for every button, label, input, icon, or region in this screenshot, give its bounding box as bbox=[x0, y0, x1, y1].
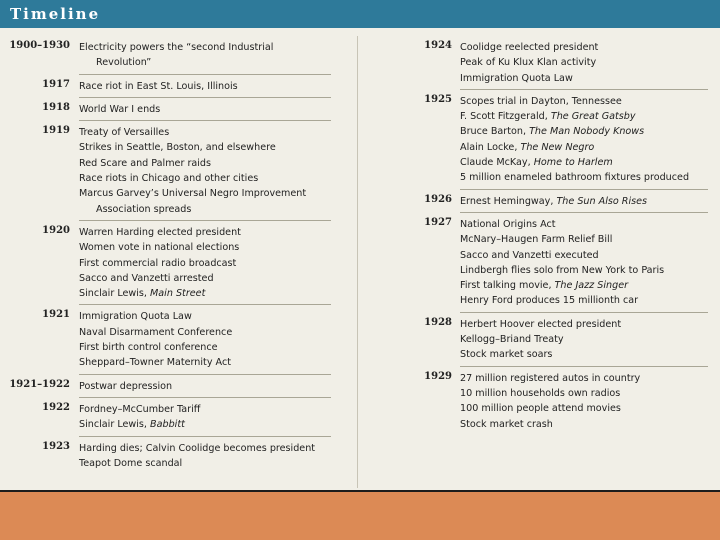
timeline-event bbox=[79, 202, 350, 217]
event-text: 100 million people attend movies bbox=[460, 403, 621, 415]
event-title-italic: Babbitt bbox=[150, 419, 185, 431]
timeline-event bbox=[460, 371, 714, 386]
timeline-events bbox=[460, 40, 714, 86]
event-text: Marcus Garvey’s Universal Negro Improvement bbox=[79, 188, 307, 200]
timeline-entry bbox=[364, 40, 714, 86]
timeline-event bbox=[460, 347, 714, 362]
timeline-event bbox=[460, 94, 714, 109]
event-title-italic: The Great Gatsby bbox=[550, 111, 636, 123]
timeline-year: 1918 bbox=[42, 101, 70, 113]
event-text: Peak of Ku Klux Klan activity bbox=[460, 57, 597, 69]
event-text: McNary–Haugen Farm Relief Bill bbox=[460, 234, 613, 246]
event-text: Harding dies; Calvin Coolidge becomes president bbox=[79, 442, 316, 454]
event-text: 10 million households own radios bbox=[460, 387, 621, 399]
timeline-event bbox=[79, 402, 350, 417]
timeline-event bbox=[79, 355, 350, 370]
timeline-entry bbox=[8, 125, 350, 217]
timeline-event bbox=[79, 102, 350, 117]
timeline-event bbox=[460, 417, 714, 432]
timeline-events bbox=[79, 379, 350, 394]
event-text: Immigration Quota Law bbox=[460, 72, 573, 84]
event-text: Ernest Hemingway, bbox=[460, 195, 557, 207]
entry-divider bbox=[79, 74, 331, 75]
entry-divider bbox=[460, 366, 708, 367]
timeline-events bbox=[79, 441, 350, 472]
timeline-entry bbox=[364, 371, 714, 432]
event-title-italic: The Sun Also Rises bbox=[556, 195, 648, 207]
timeline-events bbox=[79, 125, 350, 217]
event-text: Scopes trial in Dayton, Tennessee bbox=[460, 95, 622, 107]
event-text: Alain Locke, bbox=[460, 141, 521, 153]
timeline-events bbox=[79, 225, 350, 301]
timeline-entry bbox=[8, 79, 350, 94]
timeline-entry bbox=[364, 194, 714, 209]
timeline-events bbox=[79, 102, 350, 117]
event-text: World War I ends bbox=[79, 103, 161, 115]
timeline-entry bbox=[8, 309, 350, 370]
timeline-entry bbox=[8, 102, 350, 117]
timeline-event bbox=[79, 55, 350, 70]
timeline-year: 1920 bbox=[42, 224, 70, 236]
timeline-event bbox=[79, 456, 350, 471]
timeline-event bbox=[460, 140, 714, 155]
timeline-events bbox=[79, 402, 350, 433]
timeline-event bbox=[460, 401, 714, 416]
event-title-italic: The Jazz Singer bbox=[554, 280, 629, 292]
event-text: Fordney–McCumber Tariff bbox=[79, 403, 201, 415]
event-text: Strikes in Seattle, Boston, and elsewhere bbox=[79, 142, 276, 154]
timeline-event bbox=[460, 248, 714, 263]
timeline-year: 1917 bbox=[42, 78, 70, 90]
event-text: Revolution” bbox=[96, 57, 152, 69]
timeline-event bbox=[79, 225, 350, 240]
event-text: Claude McKay, bbox=[460, 157, 534, 169]
event-text: Warren Harding elected president bbox=[79, 226, 241, 238]
timeline-event bbox=[460, 194, 714, 209]
event-text: First birth control conference bbox=[79, 342, 218, 354]
event-title-italic: The New Negro bbox=[520, 141, 595, 153]
timeline-left-column bbox=[8, 40, 350, 471]
event-title-italic: Home to Harlem bbox=[533, 157, 613, 169]
timeline-event bbox=[460, 55, 714, 70]
event-text: Red Scare and Palmer raids bbox=[79, 157, 212, 169]
timeline-year: 1925 bbox=[424, 93, 452, 105]
timeline-event bbox=[460, 124, 714, 139]
timeline-year: 1922 bbox=[42, 401, 70, 413]
event-text: Sacco and Vanzetti executed bbox=[460, 249, 599, 261]
event-text: 27 million registered autos in country bbox=[460, 372, 641, 384]
timeline-event bbox=[79, 286, 350, 301]
entry-divider bbox=[79, 397, 331, 398]
timeline-year: 1926 bbox=[424, 193, 452, 205]
timeline-event bbox=[460, 332, 714, 347]
event-text: Sinclair Lewis, bbox=[79, 288, 151, 300]
timeline-event bbox=[460, 317, 714, 332]
timeline-year: 1923 bbox=[42, 440, 70, 452]
timeline-entry bbox=[364, 94, 714, 186]
entry-divider bbox=[460, 212, 708, 213]
timeline-event bbox=[79, 309, 350, 324]
entry-divider bbox=[460, 89, 708, 90]
timeline-events bbox=[460, 194, 714, 209]
timeline-event bbox=[460, 155, 714, 170]
footer-band bbox=[0, 492, 720, 540]
column-divider bbox=[357, 36, 358, 488]
event-text: Herbert Hoover elected president bbox=[460, 318, 622, 330]
timeline-year: 1929 bbox=[424, 370, 452, 382]
timeline-event bbox=[460, 232, 714, 247]
event-text: Sacco and Vanzetti arrested bbox=[79, 272, 214, 284]
event-text: Henry Ford produces 15 millionth car bbox=[460, 295, 639, 307]
timeline-event bbox=[79, 40, 350, 55]
timeline-event bbox=[79, 186, 350, 201]
timeline-event bbox=[79, 156, 350, 171]
event-text: Race riots in Chicago and other cities bbox=[79, 173, 259, 185]
timeline-entry bbox=[8, 441, 350, 472]
timeline-header bbox=[0, 0, 720, 28]
timeline-year: 1919 bbox=[42, 125, 70, 137]
timeline-year: 1927 bbox=[424, 216, 452, 228]
timeline-event bbox=[79, 271, 350, 286]
timeline-event bbox=[460, 217, 714, 232]
timeline-event bbox=[79, 340, 350, 355]
timeline-events bbox=[79, 79, 350, 94]
entry-divider bbox=[79, 374, 331, 375]
timeline-event bbox=[460, 386, 714, 401]
timeline-events bbox=[460, 371, 714, 432]
timeline-year: 1900–1930 bbox=[9, 40, 70, 51]
entry-divider bbox=[79, 220, 331, 221]
page-title: Timeline bbox=[10, 5, 101, 23]
timeline-event bbox=[460, 278, 714, 293]
timeline-year: 1928 bbox=[424, 316, 452, 328]
event-text: Sheppard–Towner Maternity Act bbox=[79, 357, 231, 369]
event-text: National Origins Act bbox=[460, 218, 556, 230]
timeline-event bbox=[79, 140, 350, 155]
timeline-events bbox=[79, 40, 350, 71]
event-text: 5 million enameled bathroom fixtures produced bbox=[460, 172, 690, 184]
timeline-entry bbox=[364, 217, 714, 309]
timeline-event bbox=[460, 293, 714, 308]
timeline-right-column bbox=[364, 40, 714, 432]
event-text: Naval Disarmament Conference bbox=[79, 326, 233, 338]
event-text: Postwar depression bbox=[79, 380, 173, 392]
event-title-italic: Main Street bbox=[150, 288, 206, 300]
timeline-event bbox=[460, 71, 714, 86]
event-text: Women vote in national elections bbox=[79, 242, 240, 254]
event-text: Electricity powers the “second Industrial bbox=[79, 42, 274, 53]
entry-divider bbox=[79, 304, 331, 305]
entry-divider bbox=[79, 436, 331, 437]
event-text: Coolidge reelected president bbox=[460, 42, 599, 53]
timeline-event bbox=[79, 125, 350, 140]
timeline-event bbox=[79, 256, 350, 271]
event-text: Kellogg–Briand Treaty bbox=[460, 334, 564, 346]
timeline-event bbox=[79, 240, 350, 255]
timeline-event bbox=[460, 40, 714, 55]
timeline-events bbox=[460, 317, 714, 363]
entry-divider bbox=[79, 120, 331, 121]
event-text: Association spreads bbox=[96, 203, 192, 215]
timeline-event bbox=[79, 441, 350, 456]
event-text: Stock market crash bbox=[460, 418, 553, 430]
event-text: Bruce Barton, bbox=[460, 126, 530, 138]
timeline-year: 1921–1922 bbox=[9, 378, 70, 390]
event-text: Treaty of Versailles bbox=[79, 127, 170, 139]
timeline-entry bbox=[8, 402, 350, 433]
event-text: Race riot in East St. Louis, Illinois bbox=[79, 80, 238, 92]
timeline-year: 1921 bbox=[42, 309, 70, 321]
timeline-entry bbox=[8, 379, 350, 394]
event-text: Stock market soars bbox=[460, 349, 553, 361]
entry-divider bbox=[460, 189, 708, 190]
entry-divider bbox=[460, 312, 708, 313]
timeline-event bbox=[79, 79, 350, 94]
event-title-italic: The Man Nobody Knows bbox=[529, 126, 645, 138]
timeline-year: 1924 bbox=[424, 40, 452, 51]
timeline-event bbox=[460, 263, 714, 278]
event-text: First talking movie, bbox=[460, 280, 555, 292]
timeline-event bbox=[79, 417, 350, 432]
entry-divider bbox=[79, 97, 331, 98]
timeline-event bbox=[460, 170, 714, 185]
timeline-event bbox=[79, 171, 350, 186]
event-text: Immigration Quota Law bbox=[79, 311, 192, 323]
event-text: Lindbergh flies solo from New York to Paris bbox=[460, 264, 665, 276]
event-text: First commercial radio broadcast bbox=[79, 257, 237, 269]
event-text: F. Scott Fitzgerald, bbox=[460, 111, 551, 123]
timeline-entry bbox=[8, 40, 350, 71]
timeline-events bbox=[460, 94, 714, 186]
timeline-entry bbox=[8, 225, 350, 301]
timeline-events bbox=[79, 309, 350, 370]
timeline-event bbox=[79, 325, 350, 340]
event-text: Teapot Dome scandal bbox=[79, 457, 183, 469]
timeline-event bbox=[79, 379, 350, 394]
event-text: Sinclair Lewis, bbox=[79, 419, 151, 431]
timeline-events bbox=[460, 217, 714, 309]
timeline-event bbox=[460, 109, 714, 124]
timeline-entry bbox=[364, 317, 714, 363]
